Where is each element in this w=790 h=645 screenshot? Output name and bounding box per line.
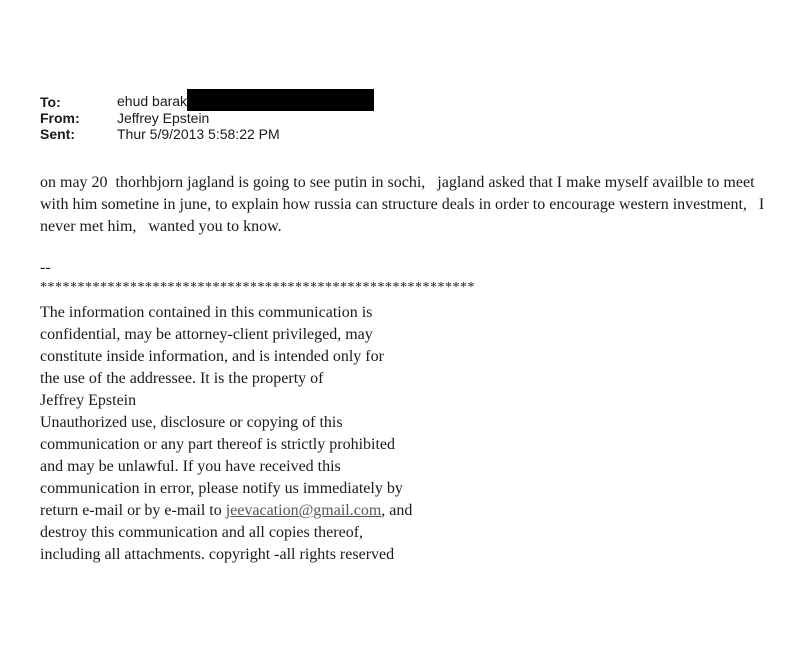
signature-stars: **********************************************************: [40, 280, 475, 295]
disclaimer-return-line: [40, 500, 412, 522]
return-suffix: , and: [381, 502, 413, 519]
disclaimer-line: confidential, may be attorney-client privileged, may: [40, 326, 373, 343]
to-recipient: ehud barak: [117, 93, 188, 109]
to-label: To:: [40, 94, 61, 110]
sent-label: Sent:: [40, 126, 75, 142]
sent-row: [40, 126, 374, 142]
disclaimer-line: destroy this communication and all copies thereof,: [40, 524, 364, 541]
from-label: From:: [40, 110, 80, 126]
to-row: [40, 94, 374, 110]
disclaimer-line: and may be unlawful. If you have received this: [40, 458, 341, 475]
from-row: [40, 110, 374, 126]
signature-dashes: --: [40, 259, 51, 276]
disclaimer-line: including all attachments. copyright -all rights reserved: [40, 546, 395, 563]
disclaimer-line: Jeffrey Epstein: [40, 392, 137, 409]
disclaimer-line: constitute inside information, and is intended only for: [40, 348, 384, 365]
redaction-block: [187, 89, 374, 111]
sent-value: Thur 5/9/2013 5:58:22 PM: [117, 126, 280, 142]
disclaimer-block: [40, 302, 412, 566]
disclaimer-line: communication or any part thereof is strictly prohibited: [40, 436, 396, 453]
from-value: Jeffrey Epstein: [117, 110, 210, 126]
return-prefix: return e-mail or by e-mail to: [40, 502, 226, 519]
disclaimer-line: the use of the addressee. It is the property of: [40, 370, 324, 387]
disclaimer-line: Unauthorized use, disclosure or copying of this: [40, 414, 343, 431]
to-value: [117, 93, 374, 111]
email-link[interactable]: jeevacation@gmail.com: [225, 502, 382, 519]
email-body: on may 20 thorhbjorn jagland is going to see putin in sochi, jagland asked that I make myself availble to meet with him sometine in june, to explain how russia can structure deals in order to encourage western investment, I never met him, wanted you to know.: [40, 174, 769, 235]
disclaimer-line: communication in error, please notify us immediately by: [40, 480, 403, 497]
disclaimer-line: The information contained in this communication is: [40, 304, 373, 321]
email-header: [40, 94, 374, 142]
